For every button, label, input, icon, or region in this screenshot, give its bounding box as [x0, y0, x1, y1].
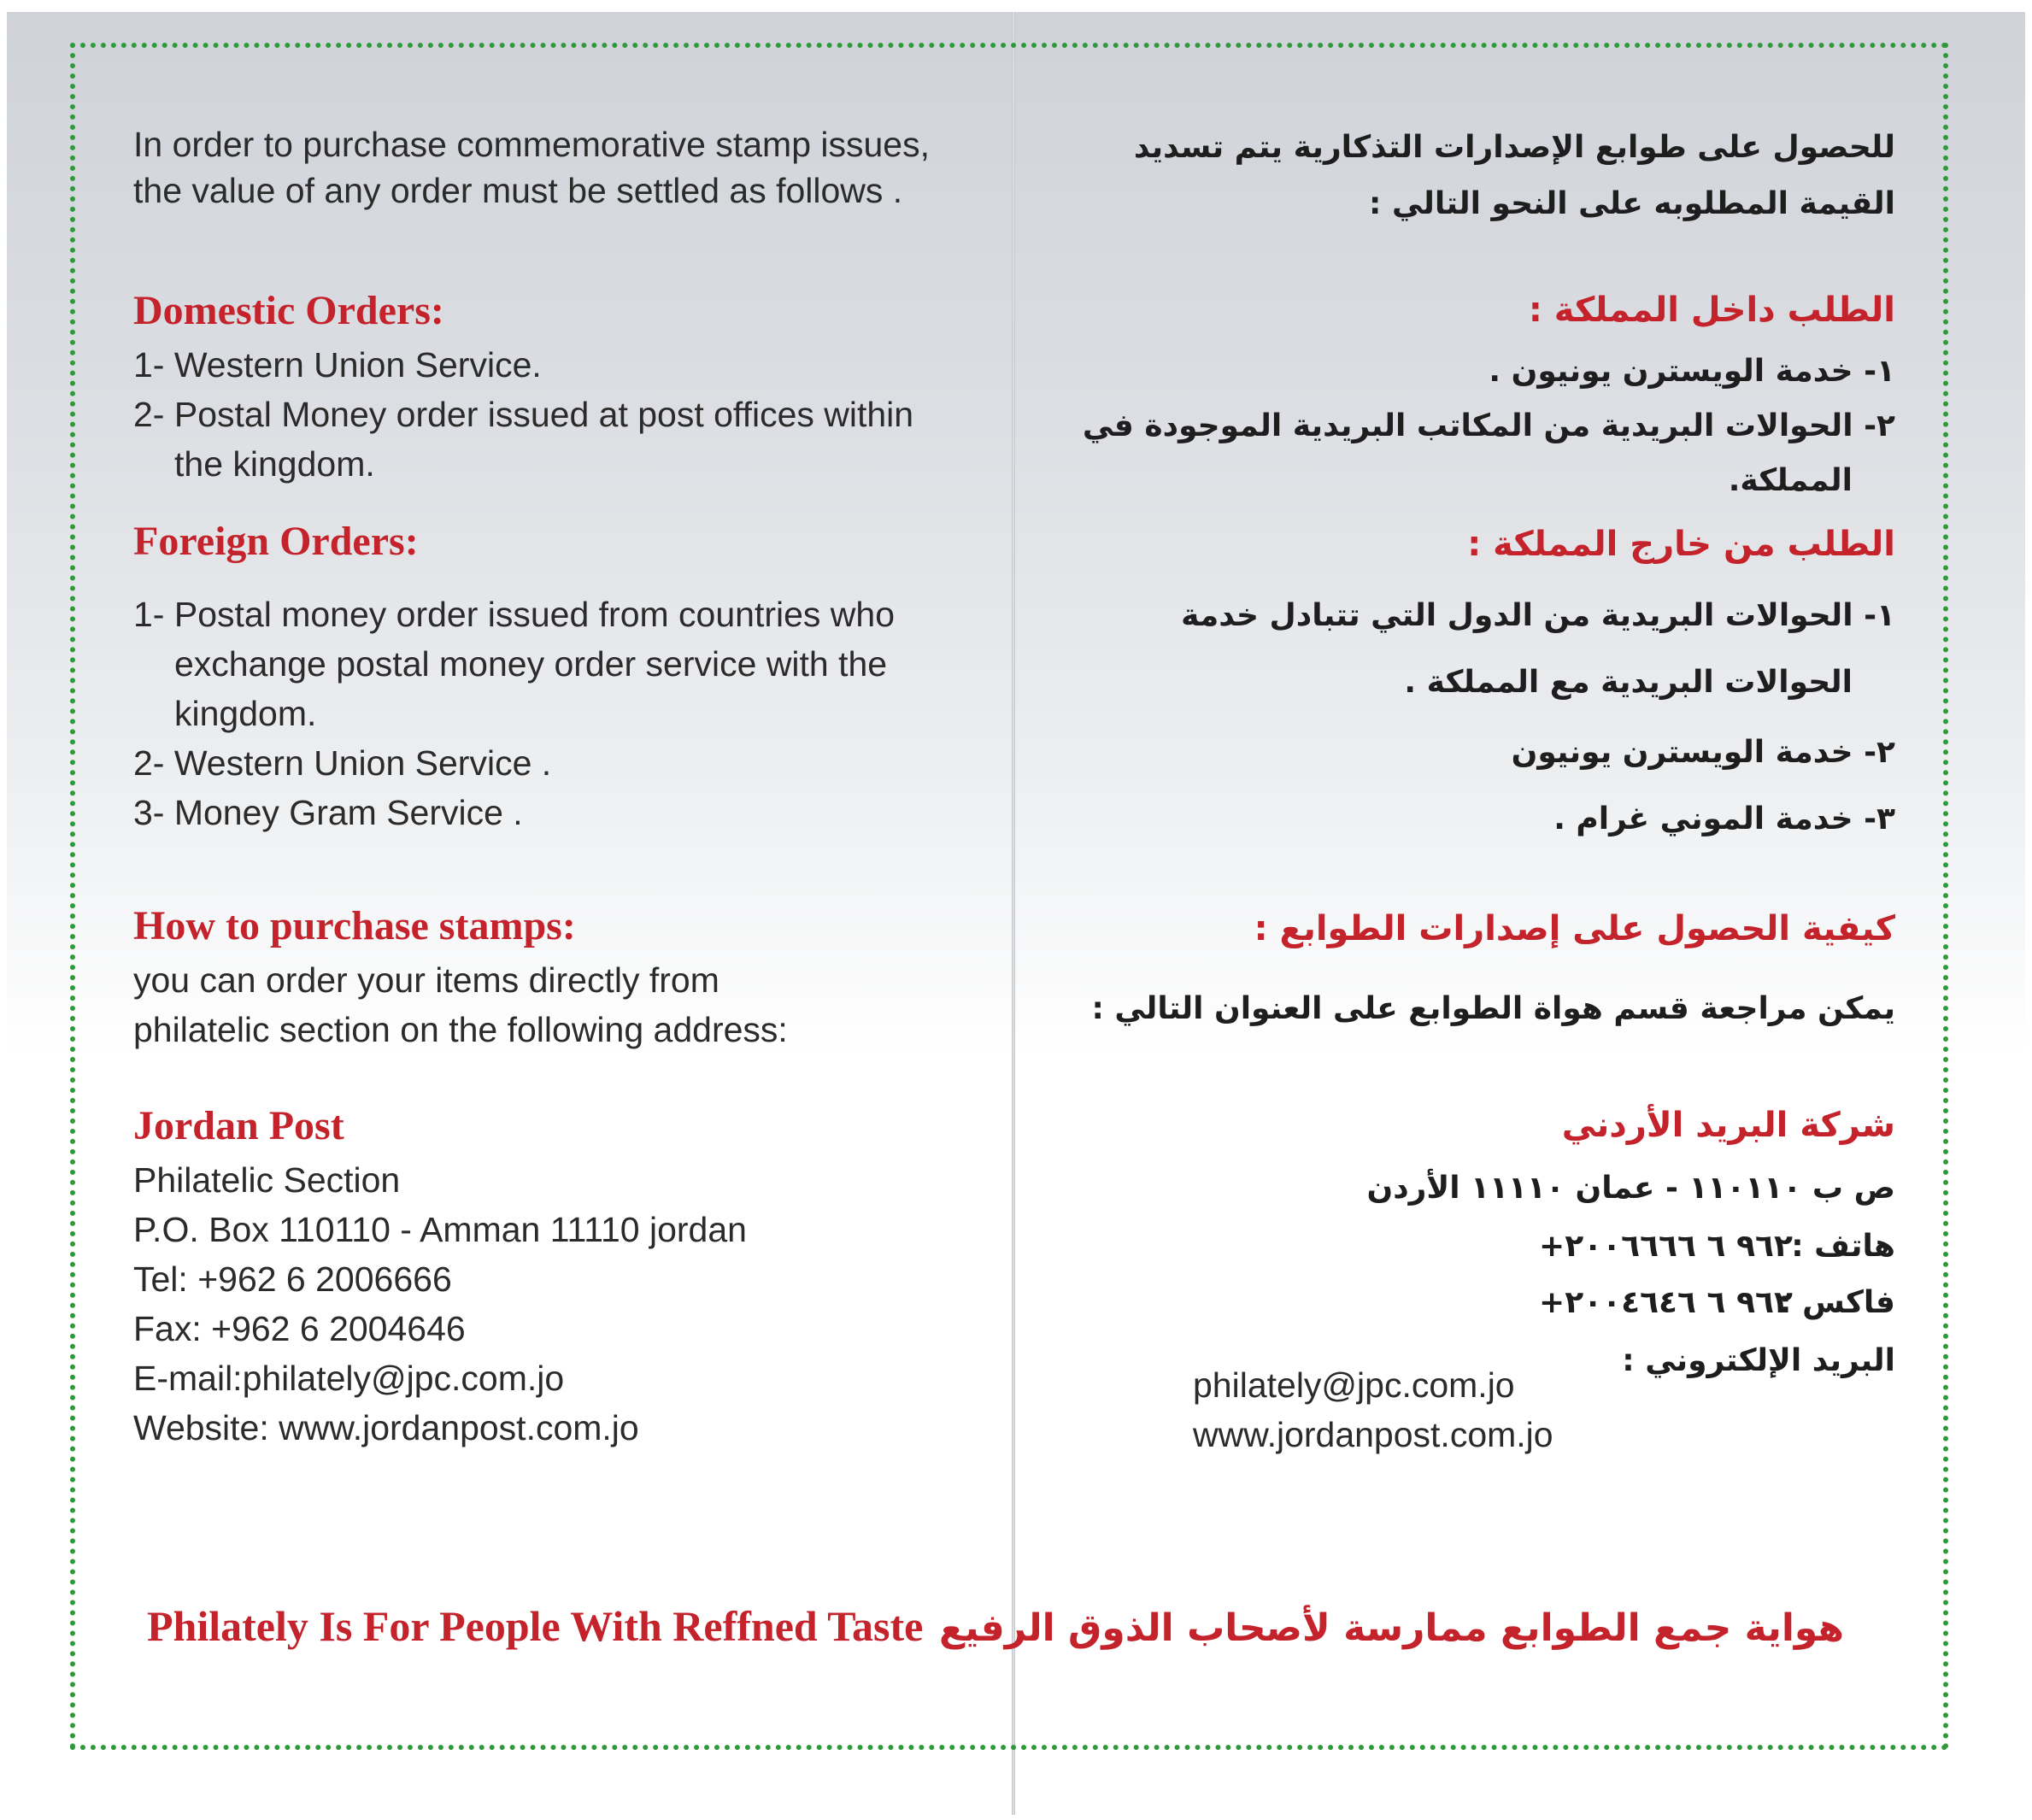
- ar-email-label: البريد الإلكتروني :: [1622, 1343, 1895, 1378]
- ar-domestic-heading: الطلب داخل المملكة :: [1528, 291, 1895, 330]
- ar-intro-line-2: القيمة المطلوبه على النحو التالي :: [1369, 186, 1895, 221]
- domestic-item-1: 1- Western Union Service.: [133, 345, 542, 385]
- intro-line-1: In order to purchase commemorative stamp issues,: [133, 125, 930, 164]
- english-slogan: Philately Is For People With Reffned Taste: [147, 1602, 924, 1650]
- foreign-orders-heading: Foreign Orders:: [133, 519, 419, 564]
- telephone: Tel: +962 6 2006666: [133, 1259, 452, 1299]
- ar-how-line: يمكن مراجعة قسم هواة الطوابع على العنوان التالي :: [1091, 991, 1895, 1026]
- arabic-slogan: هواية جمع الطوابع ممارسة لأصحاب الذوق الرفيع: [938, 1606, 1844, 1650]
- how-to-purchase-heading: How to purchase stamps:: [133, 903, 576, 948]
- domestic-orders-heading: Domestic Orders:: [133, 288, 444, 333]
- intro-line-2: the value of any order must be settled as follows .: [133, 171, 903, 210]
- jordan-post-heading: Jordan Post: [133, 1103, 344, 1148]
- how-line-2: philatelic section on the following address:: [133, 1010, 788, 1049]
- website-link[interactable]: Website: www.jordanpost.com.jo: [133, 1408, 639, 1447]
- ar-website-link[interactable]: www.jordanpost.com.jo: [1193, 1415, 1553, 1454]
- foreign-item-1: 1- Postal money order issued from countries who: [133, 595, 896, 634]
- fax: Fax: +962 6 2004646: [133, 1309, 466, 1348]
- po-box: P.O. Box 110110 - Amman 11110 jordan: [133, 1210, 747, 1249]
- ar-domestic-item-2: ٢- الحوالات البريدية من المكاتب البريدية الموجودة في: [1082, 408, 1895, 443]
- ar-fax-value: +٩٦٢ ٦ ٢٠٠٤٦٤٦: [1539, 1285, 1793, 1320]
- philatelic-section: Philatelic Section: [133, 1160, 401, 1200]
- ar-fax-label: فاكس :: [1779, 1285, 1895, 1320]
- ar-email-link[interactable]: philately@jpc.com.jo: [1193, 1365, 1515, 1405]
- ar-foreign-heading: الطلب من خارج المملكة :: [1467, 525, 1895, 564]
- ar-how-heading: كيفية الحصول على إصدارات الطوابع :: [1254, 909, 1895, 948]
- ar-po-box: ص ب ١١٠١١٠ - عمان ١١١١٠ الأردن: [1366, 1171, 1895, 1206]
- domestic-item-2: 2- Postal Money order issued at post offices within: [133, 395, 914, 434]
- how-line-1: you can order your items directly from: [133, 960, 719, 1000]
- foreign-item-1-cont2: kingdom.: [174, 694, 317, 733]
- foreign-item-2: 2- Western Union Service .: [133, 743, 552, 783]
- domestic-item-2-cont: the kingdom.: [174, 444, 375, 484]
- email-link[interactable]: E-mail:philately@jpc.com.jo: [133, 1359, 565, 1398]
- ar-foreign-item-1-cont: الحوالات البريدية مع المملكة .: [1404, 665, 1853, 700]
- ar-tel-value: +٩٦٢ ٦ ٢٠٠٦٦٦٦: [1539, 1229, 1793, 1264]
- ar-domestic-item-1: ١- خدمة الويسترن يونيون .: [1489, 354, 1895, 389]
- ar-jordan-post-heading: شركة البريد الأردني: [1561, 1106, 1895, 1145]
- ar-tel-label: هاتف :: [1791, 1229, 1895, 1264]
- foreign-item-1-cont: exchange postal money order service with the: [174, 644, 888, 684]
- ar-foreign-item-1: ١- الحوالات البريدية من الدول التي تتبادل خدمة: [1181, 598, 1895, 633]
- foreign-item-3: 3- Money Gram Service .: [133, 793, 523, 832]
- ar-foreign-item-3: ٣- خدمة الموني غرام .: [1553, 801, 1895, 837]
- ar-intro-line-1: للحصول على طوابع الإصدارات التذكارية يتم تسديد: [1133, 130, 1895, 165]
- ar-foreign-item-2: ٢- خدمة الويسترن يونيون: [1511, 735, 1895, 770]
- ar-domestic-item-2-cont: المملكة.: [1728, 463, 1853, 498]
